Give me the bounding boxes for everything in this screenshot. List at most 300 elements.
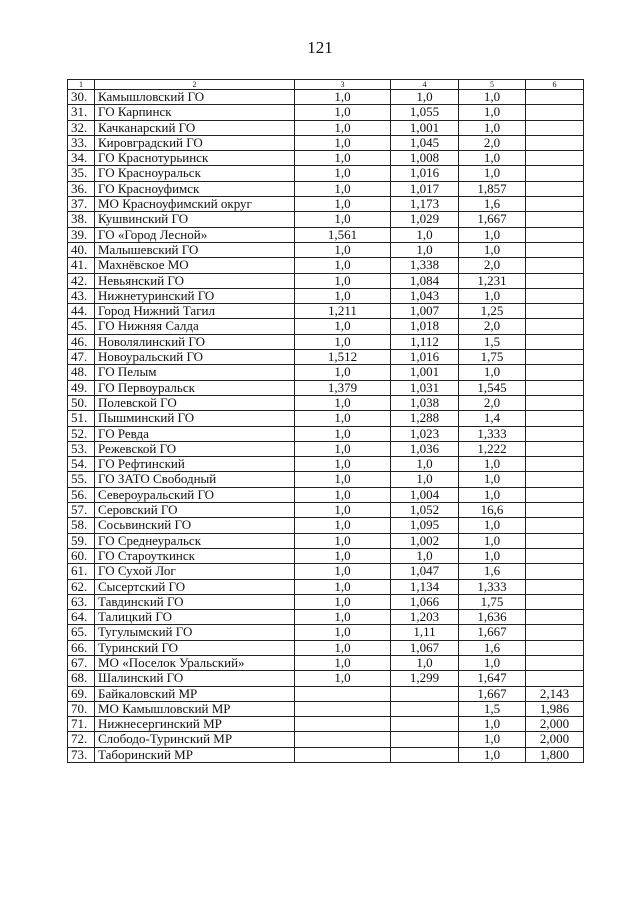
table-row [68,166,584,181]
table-row [68,717,584,732]
coefficient-col5: 1,5 [459,701,526,716]
row-number: 37. [68,197,95,212]
row-number: 56. [68,487,95,502]
municipality-name: ГО Нижняя Салда [95,319,295,334]
row-number: 59. [68,533,95,548]
table-row [68,487,584,502]
coefficient-col3 [295,732,391,747]
row-number: 46. [68,334,95,349]
coefficient-col3: 1,0 [295,594,391,609]
coefficient-col6: 1,986 [526,701,584,716]
table-row [68,533,584,548]
coefficient-col4: 1,0 [391,548,459,563]
row-number: 69. [68,686,95,701]
coefficient-col5: 1,667 [459,212,526,227]
coefficient-col6 [526,395,584,410]
coefficient-col6 [526,288,584,303]
coefficient-col4: 1,016 [391,166,459,181]
row-number: 36. [68,181,95,196]
coefficient-col4: 1,001 [391,120,459,135]
coefficient-col6 [526,166,584,181]
coefficient-col5: 1,231 [459,273,526,288]
coefficient-col5: 1,0 [459,242,526,257]
municipality-name: Тугулымский ГО [95,625,295,640]
coefficient-col4: 1,134 [391,579,459,594]
municipality-name: Сосьвинский ГО [95,518,295,533]
row-number: 48. [68,365,95,380]
coefficient-col6 [526,426,584,441]
coefficient-col6 [526,564,584,579]
coefficient-col6 [526,151,584,166]
coefficient-col4: 1,173 [391,197,459,212]
municipality-name: ГО Рефтинский [95,457,295,472]
coefficient-col4: 1,0 [391,90,459,105]
coefficient-col5: 1,0 [459,487,526,502]
municipality-name: Тавдинский ГО [95,594,295,609]
coefficient-col3 [295,701,391,716]
municipality-name: ГО Среднеуральск [95,533,295,548]
row-number: 57. [68,503,95,518]
coefficient-col6: 1,800 [526,747,584,762]
coefficient-col3 [295,686,391,701]
column-header: 3 [295,80,391,90]
municipality-name: Камышловский ГО [95,90,295,105]
coefficient-col4: 1,004 [391,487,459,502]
coefficient-col3: 1,0 [295,518,391,533]
municipality-name: ГО ЗАТО Свободный [95,472,295,487]
table-row [68,395,584,410]
row-number: 71. [68,717,95,732]
coefficient-col3: 1,0 [295,411,391,426]
coefficient-col4: 1,066 [391,594,459,609]
coefficient-col6 [526,365,584,380]
coefficient-col4: 1,0 [391,457,459,472]
row-number: 62. [68,579,95,594]
coefficient-col5: 1,667 [459,625,526,640]
row-number: 40. [68,242,95,257]
coefficient-col6 [526,135,584,150]
table-row [68,732,584,747]
coefficient-col5: 16,6 [459,503,526,518]
coefficient-col4: 1,047 [391,564,459,579]
row-number: 47. [68,350,95,365]
coefficient-col6 [526,273,584,288]
municipality-name: Новоуральский ГО [95,350,295,365]
row-number: 51. [68,411,95,426]
coefficient-col3: 1,0 [295,181,391,196]
coefficient-col4: 1,095 [391,518,459,533]
coefficient-col5: 1,0 [459,365,526,380]
table-row [68,135,584,150]
row-number: 43. [68,288,95,303]
table-row [68,120,584,135]
coefficient-col4: 1,002 [391,533,459,548]
coefficient-col6 [526,105,584,120]
coefficient-col5: 1,0 [459,457,526,472]
coefficient-col4: 1,018 [391,319,459,334]
table-row [68,625,584,640]
coefficient-col5: 2,0 [459,395,526,410]
coefficient-col6 [526,380,584,395]
coefficient-col6 [526,457,584,472]
coefficient-col3: 1,0 [295,197,391,212]
municipality-name: ГО Сухой Лог [95,564,295,579]
row-number: 61. [68,564,95,579]
coefficient-col3: 1,0 [295,90,391,105]
coefficient-col6 [526,242,584,257]
table-row [68,197,584,212]
municipality-name: ГО Староуткинск [95,548,295,563]
municipality-name: ГО Карпинск [95,105,295,120]
coefficient-col4: 1,023 [391,426,459,441]
row-number: 70. [68,701,95,716]
coefficient-col5: 1,0 [459,90,526,105]
coefficient-col6 [526,503,584,518]
municipality-name: Малышевский ГО [95,242,295,257]
coefficient-col5: 1,333 [459,579,526,594]
coefficient-col3: 1,0 [295,426,391,441]
municipality-name: Город Нижний Тагил [95,304,295,319]
table-row [68,548,584,563]
coefficient-col5: 2,0 [459,135,526,150]
coefficient-col6 [526,533,584,548]
coefficient-col4: 1,007 [391,304,459,319]
table-row [68,181,584,196]
coefficient-col3: 1,0 [295,655,391,670]
table-row [68,288,584,303]
coefficient-col3: 1,0 [295,441,391,456]
table-row [68,518,584,533]
coefficient-col4: 1,038 [391,395,459,410]
coefficient-col3: 1,0 [295,640,391,655]
municipality-name: Таборинский МР [95,747,295,762]
row-number: 35. [68,166,95,181]
row-number: 63. [68,594,95,609]
coefficient-col4: 1,067 [391,640,459,655]
municipality-name: Качканарский ГО [95,120,295,135]
coefficient-col3: 1,379 [295,380,391,395]
coefficient-col4: 1,016 [391,350,459,365]
municipality-name: МО «Поселок Уральский» [95,655,295,670]
row-number: 68. [68,671,95,686]
coefficient-col5: 2,0 [459,258,526,273]
row-number: 38. [68,212,95,227]
coefficient-col6: 2,000 [526,717,584,732]
coefficient-col3: 1,0 [295,564,391,579]
coefficient-col6 [526,120,584,135]
table-row [68,380,584,395]
table-row [68,686,584,701]
municipality-name: Кушвинский ГО [95,212,295,227]
coefficient-col6 [526,197,584,212]
row-number: 66. [68,640,95,655]
row-number: 34. [68,151,95,166]
coefficient-col6 [526,304,584,319]
coefficient-col4: 1,0 [391,242,459,257]
coefficient-col3: 1,561 [295,227,391,242]
coefficient-col5: 2,0 [459,319,526,334]
row-number: 67. [68,655,95,670]
coefficient-col3: 1,0 [295,120,391,135]
coefficient-col6 [526,487,584,502]
coefficient-col6 [526,90,584,105]
municipality-name: Шалинский ГО [95,671,295,686]
coefficient-col5: 1,75 [459,350,526,365]
coefficient-col5: 1,4 [459,411,526,426]
coefficient-col6 [526,212,584,227]
municipality-name: Байкаловский МР [95,686,295,701]
column-header: 4 [391,80,459,90]
row-number: 50. [68,395,95,410]
coefficient-col6 [526,258,584,273]
row-number: 41. [68,258,95,273]
row-number: 72. [68,732,95,747]
coefficient-col5: 1,0 [459,227,526,242]
table-row [68,579,584,594]
coefficient-col3: 1,0 [295,503,391,518]
municipality-name: Полевской ГО [95,395,295,410]
coefficient-col5: 1,0 [459,717,526,732]
column-header: 1 [68,80,95,90]
municipality-name: ГО «Город Лесной» [95,227,295,242]
coefficient-col6 [526,579,584,594]
municipality-name: МО Камышловский МР [95,701,295,716]
coefficient-col4: 1,017 [391,181,459,196]
table-row [68,472,584,487]
table-row [68,319,584,334]
coefficient-col5: 1,0 [459,548,526,563]
coefficient-col5: 1,222 [459,441,526,456]
row-number: 60. [68,548,95,563]
coefficient-col6: 2,000 [526,732,584,747]
coefficient-col4 [391,686,459,701]
municipality-name: Нижнесергинский МР [95,717,295,732]
coefficient-col4: 1,055 [391,105,459,120]
table-row [68,273,584,288]
coefficient-col4: 1,045 [391,135,459,150]
row-number: 30. [68,90,95,105]
table-row [68,151,584,166]
coefficient-col3: 1,0 [295,105,391,120]
coefficient-col4: 1,0 [391,655,459,670]
coefficient-col6: 2,143 [526,686,584,701]
coefficient-col5: 1,0 [459,747,526,762]
coefficient-col3: 1,0 [295,135,391,150]
coefficient-col5: 1,857 [459,181,526,196]
coefficient-col5: 1,0 [459,288,526,303]
table-row [68,503,584,518]
coefficient-col4: 1,043 [391,288,459,303]
coefficient-col6 [526,610,584,625]
coefficient-col4: 1,11 [391,625,459,640]
coefficient-col3: 1,211 [295,304,391,319]
coefficient-col3: 1,0 [295,625,391,640]
coefficient-col6 [526,655,584,670]
municipality-name: ГО Пелым [95,365,295,380]
table-row [68,701,584,716]
municipality-name: Нижнетуринский ГО [95,288,295,303]
coefficients-table [67,79,584,763]
row-number: 32. [68,120,95,135]
row-number: 39. [68,227,95,242]
column-header: 2 [95,80,295,90]
page-number: 121 [307,38,333,57]
coefficient-col5: 1,5 [459,334,526,349]
coefficient-col6 [526,625,584,640]
table-row [68,640,584,655]
coefficient-col5: 1,0 [459,472,526,487]
coefficient-col3 [295,747,391,762]
table-row [68,411,584,426]
row-number: 42. [68,273,95,288]
coefficient-col4: 1,029 [391,212,459,227]
table-body [68,80,584,763]
municipality-name: МО Красноуфимский округ [95,197,295,212]
coefficient-col5: 1,0 [459,655,526,670]
coefficient-col4: 1,112 [391,334,459,349]
table-row [68,610,584,625]
municipality-name: ГО Ревда [95,426,295,441]
coefficient-col6 [526,227,584,242]
coefficient-col5: 1,0 [459,120,526,135]
coefficient-col6 [526,441,584,456]
coefficient-col6 [526,594,584,609]
table-header-row [68,80,584,90]
row-number: 65. [68,625,95,640]
coefficient-col4: 1,008 [391,151,459,166]
coefficient-col3: 1,0 [295,365,391,380]
municipality-name: Сысертский ГО [95,579,295,594]
coefficient-col3: 1,0 [295,487,391,502]
table-row [68,212,584,227]
coefficient-col3: 1,0 [295,334,391,349]
coefficient-col3: 1,0 [295,151,391,166]
municipality-name: Махнёвское МО [95,258,295,273]
coefficient-col5: 1,6 [459,197,526,212]
row-number: 73. [68,747,95,762]
coefficient-col4: 1,031 [391,380,459,395]
coefficient-col4: 1,288 [391,411,459,426]
municipality-name: Слободо-Туринский МР [95,732,295,747]
row-number: 52. [68,426,95,441]
coefficient-col5: 1,0 [459,151,526,166]
municipality-name: ГО Первоуральск [95,380,295,395]
municipality-name: Североуральский ГО [95,487,295,502]
coefficient-col4: 1,084 [391,273,459,288]
table-row [68,304,584,319]
row-number: 55. [68,472,95,487]
coefficient-col3: 1,512 [295,350,391,365]
coefficient-col6 [526,319,584,334]
row-number: 54. [68,457,95,472]
table-row [68,350,584,365]
municipality-name: Кировградский ГО [95,135,295,150]
coefficient-col5: 1,647 [459,671,526,686]
table-row [68,227,584,242]
coefficient-col5: 1,6 [459,564,526,579]
coefficient-col6 [526,518,584,533]
coefficient-col4 [391,701,459,716]
coefficient-col6 [526,671,584,686]
row-number: 49. [68,380,95,395]
coefficient-col3: 1,0 [295,288,391,303]
coefficient-col6 [526,334,584,349]
coefficient-col6 [526,548,584,563]
coefficient-col5: 1,545 [459,380,526,395]
table-row [68,90,584,105]
table-row [68,242,584,257]
table-row [68,365,584,380]
coefficient-col4 [391,747,459,762]
coefficient-col6 [526,472,584,487]
coefficient-col5: 1,0 [459,533,526,548]
coefficient-col3: 1,0 [295,166,391,181]
coefficient-col3: 1,0 [295,242,391,257]
municipality-name: Невьянский ГО [95,273,295,288]
table-row [68,441,584,456]
row-number: 44. [68,304,95,319]
coefficient-col5: 1,0 [459,518,526,533]
column-header: 5 [459,80,526,90]
coefficient-col4: 1,0 [391,227,459,242]
coefficient-col4: 1,052 [391,503,459,518]
coefficient-col5: 1,25 [459,304,526,319]
coefficient-col3: 1,0 [295,671,391,686]
municipality-name: ГО Красноуральск [95,166,295,181]
coefficient-col4: 1,338 [391,258,459,273]
coefficient-col5: 1,667 [459,686,526,701]
coefficient-col5: 1,636 [459,610,526,625]
table-row [68,258,584,273]
coefficient-col4: 1,001 [391,365,459,380]
coefficient-col3: 1,0 [295,457,391,472]
coefficient-col6 [526,411,584,426]
row-number: 31. [68,105,95,120]
table-row [68,747,584,762]
municipality-name: ГО Краснотурьинск [95,151,295,166]
table-row [68,426,584,441]
table-row [68,334,584,349]
row-number: 45. [68,319,95,334]
coefficient-col5: 1,75 [459,594,526,609]
coefficient-col4 [391,732,459,747]
coefficient-col3: 1,0 [295,319,391,334]
row-number: 53. [68,441,95,456]
coefficient-col3: 1,0 [295,258,391,273]
coefficient-col5: 1,0 [459,732,526,747]
table-row [68,457,584,472]
coefficient-col5: 1,333 [459,426,526,441]
column-header: 6 [526,80,584,90]
coefficient-col5: 1,6 [459,640,526,655]
municipality-name: Пышминский ГО [95,411,295,426]
row-number: 58. [68,518,95,533]
coefficient-col3: 1,0 [295,579,391,594]
table-row [68,564,584,579]
coefficient-col6 [526,350,584,365]
coefficient-col4 [391,717,459,732]
municipality-name: Новолялинский ГО [95,334,295,349]
coefficient-col3 [295,717,391,732]
table-row [68,655,584,670]
coefficient-col3: 1,0 [295,548,391,563]
coefficient-col3: 1,0 [295,533,391,548]
coefficient-col3: 1,0 [295,472,391,487]
municipality-name: Режевской ГО [95,441,295,456]
table-row [68,671,584,686]
row-number: 64. [68,610,95,625]
coefficient-col5: 1,0 [459,105,526,120]
